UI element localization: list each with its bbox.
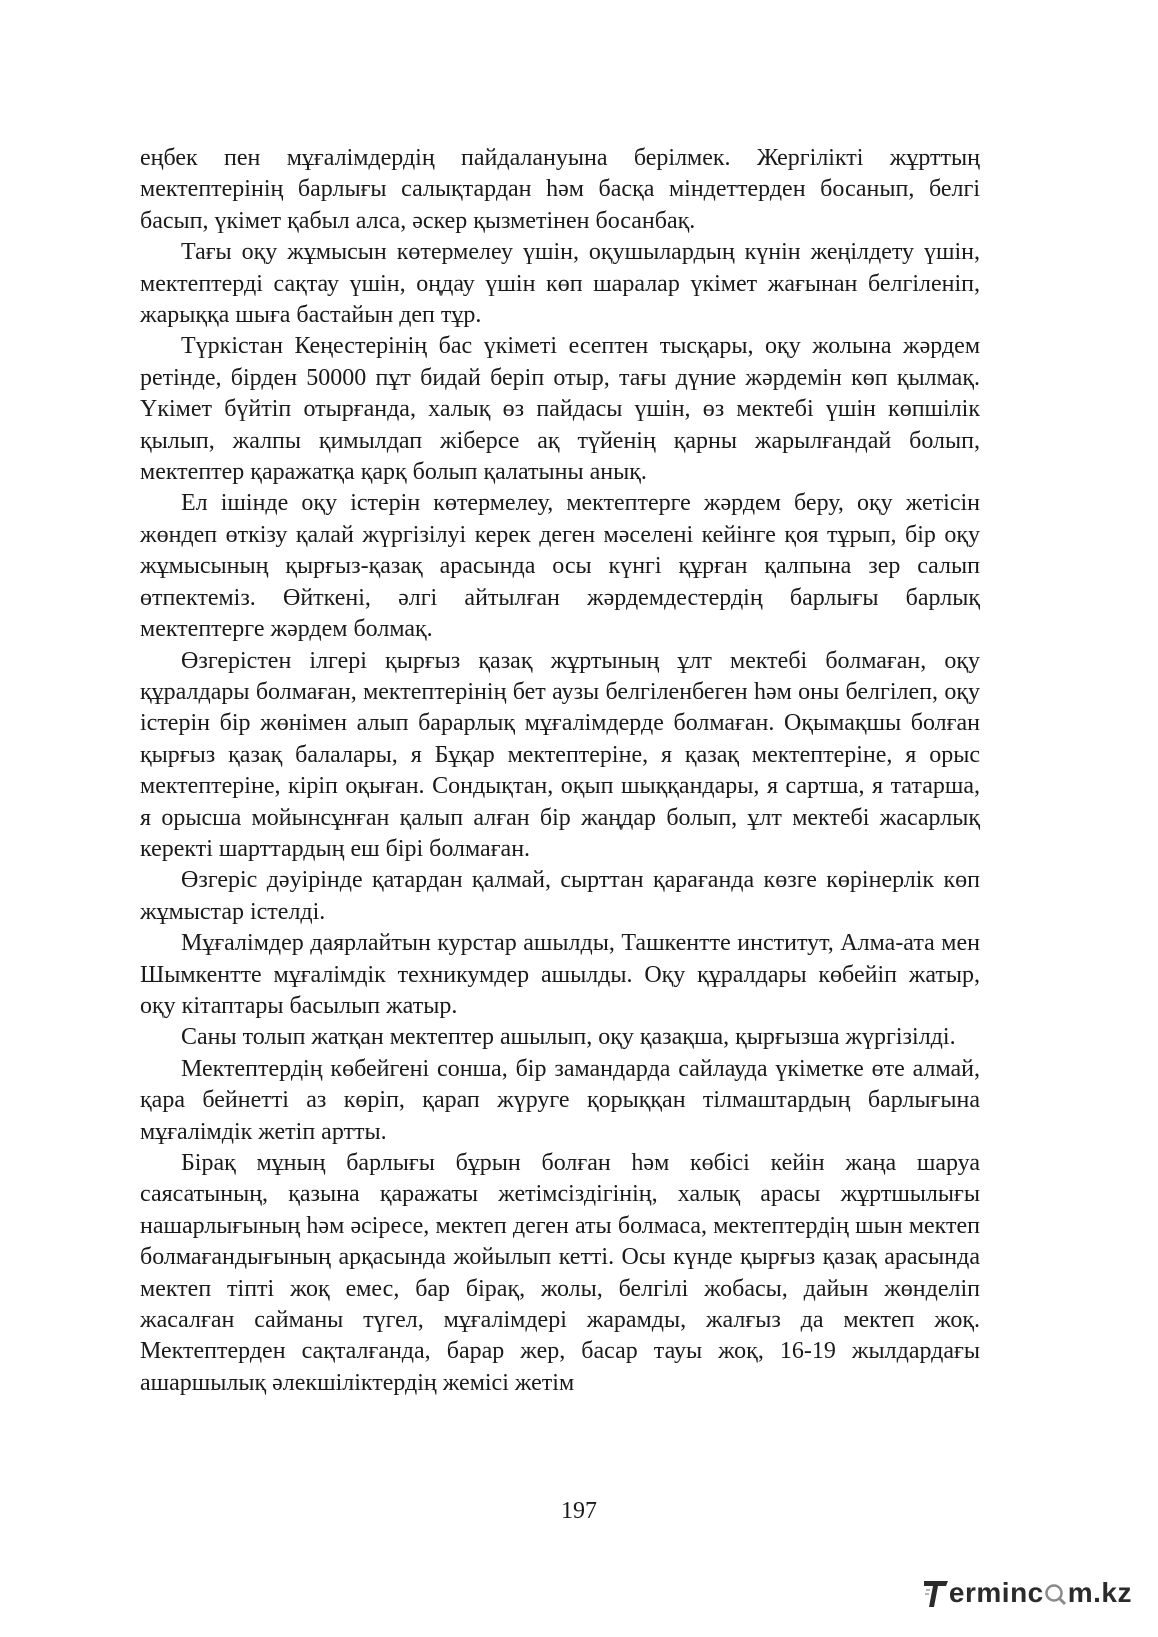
paragraph-1: еңбек пен мұғалімдердің пайдалануына берілмек. Жергілікті жұрттың мектептерінің барлығы салықтардан һәм басқа міндеттерден босанып, белгі басып, үкімет қабыл алса, әскер қызметінен босанбақ. [140,145,980,234]
paragraph-7: Мұғалімдер даярлайтын курстар ашылды, Ташкентте институт, Алма-ата мен Шымкентте мұғалімдік техникумдер ашылды. Оқу құралдары көбейіп жатыр, оқу кітаптары басылып жатыр. [140,930,980,1019]
watermark-text-suffix: m.kz [1067,1577,1132,1608]
page-number: 197 [561,1498,597,1524]
paragraph-9: Мектептердің көбейгені сонша, бір замандарда сайлауда үкіметке өте алмай, қара бейнетті аз көріп, қарап жүруге қорыққан тілмаштардың барлығына мұғалімдік жетіп артты. [140,1055,980,1145]
watermark-text-prefix: ermin [948,1577,1028,1608]
paragraph-10: Бірақ мұның барлығы бұрын болған һәм көбісі кейін жаңа шаруа саясатының, қазына қаражаты жетімсіздігінің, халық арасы жұртшылығы нашарлығының һәм әсіресе, мектеп деген аты болмаса, мектептердің шын мектеп болмағандығының арқасында жойылып кетті. Осы күнде қырғыз қазақ арасында мектеп тіпті жоқ емес, бар бірақ, жолы, белгілі жобасы, дайын жөнделіп жасалған сайманы түгел, мұғалімдері жарамды, жалғыз да мектеп жоқ. Мектептерден сақталғанда, барар жер, басар тауы жоқ, 16-19 жылдардағы ашаршылық әлекшіліктердің жемісі жетім [140,1150,980,1396]
paragraph-3: Түркістан Кеңестерінің бас үкіметі есептен тысқары, оқу жолына жәрдем ретінде, бірден 50000 пұт бидай беріп отыр, тағы дүние жәрдемін көп қылмақ. Үкімет бүйтіп отырғанда, халық өз пайдасы үшін, өз мектебі үшін көпшілік қылып, жалпы қимылдап жіберсе ақ түйенің қарны жарылғандай болып, мектептер қаражатқа қарқ болып қалатыны анық. [140,333,980,486]
paragraph-8: Саны толып жатқан мектептер ашылып, оқу қазақша, қырғызша жүргізілді. [181,1024,956,1051]
paragraph-5: Өзгерістен ілгері қырғыз қазақ жұртының ұлт мектебі болмаған, оқу құралдары болмаған, мектептерінің бет аузы белгіленбеген һәм оны белгілеп, оқу істерін бір жөнімен алып барарлық мұғалімдерде болмаған. Оқымақшы болған қырғыз қазақ балалары, я Бұқар мектептеріне, я қазақ мектептеріне, я орыс мектептеріне, кіріп оқыған. Сондықтан, оқып шыққандары, я сартша, я татарша, я орысша мойынсұнған қалып алған бір жаңдар болып, ұлт мектебі жасарлық керекті шарттардың еш бірі болмаған. [140,647,980,862]
paragraph-4: Ел ішінде оқу істерін көтермелеу, мектептерге жәрдем беру, оқу жетісін жөндеп өткізу қалай жүргізілуі керек деген мәселені кейінге қоя тұрып, бір оқу жұмысының қырғыз-қазақ арасында осы күнгі құрған қалпына зер салып өтпектеміз. Өйткені, әлгі айтылған жәрдемдестердің барлығы барлық мектептерге жәрдем болмақ. [140,490,980,643]
paragraph-6: Өзгеріс дәуірінде қатардан қалмай, сырттан қарағанда көзге көрінерлік көп жұмыстар істелді. [140,867,980,925]
watermark-text-middle: c [1027,1577,1044,1608]
t-letter-icon [924,1578,948,1608]
body-text [140,143,980,1399]
watermark-logo [924,1573,1132,1613]
paragraph-2: Тағы оқу жұмысын көтермелеу үшін, оқушылардың күнін жеңілдету үшін, мектептерді сақтау үшін, оңдау үшін көп шаралар үкімет жағынан белгіленіп, жарыққа шыға бастайын деп тұр. [140,239,980,329]
magnifier-o-icon [1044,1579,1068,1607]
